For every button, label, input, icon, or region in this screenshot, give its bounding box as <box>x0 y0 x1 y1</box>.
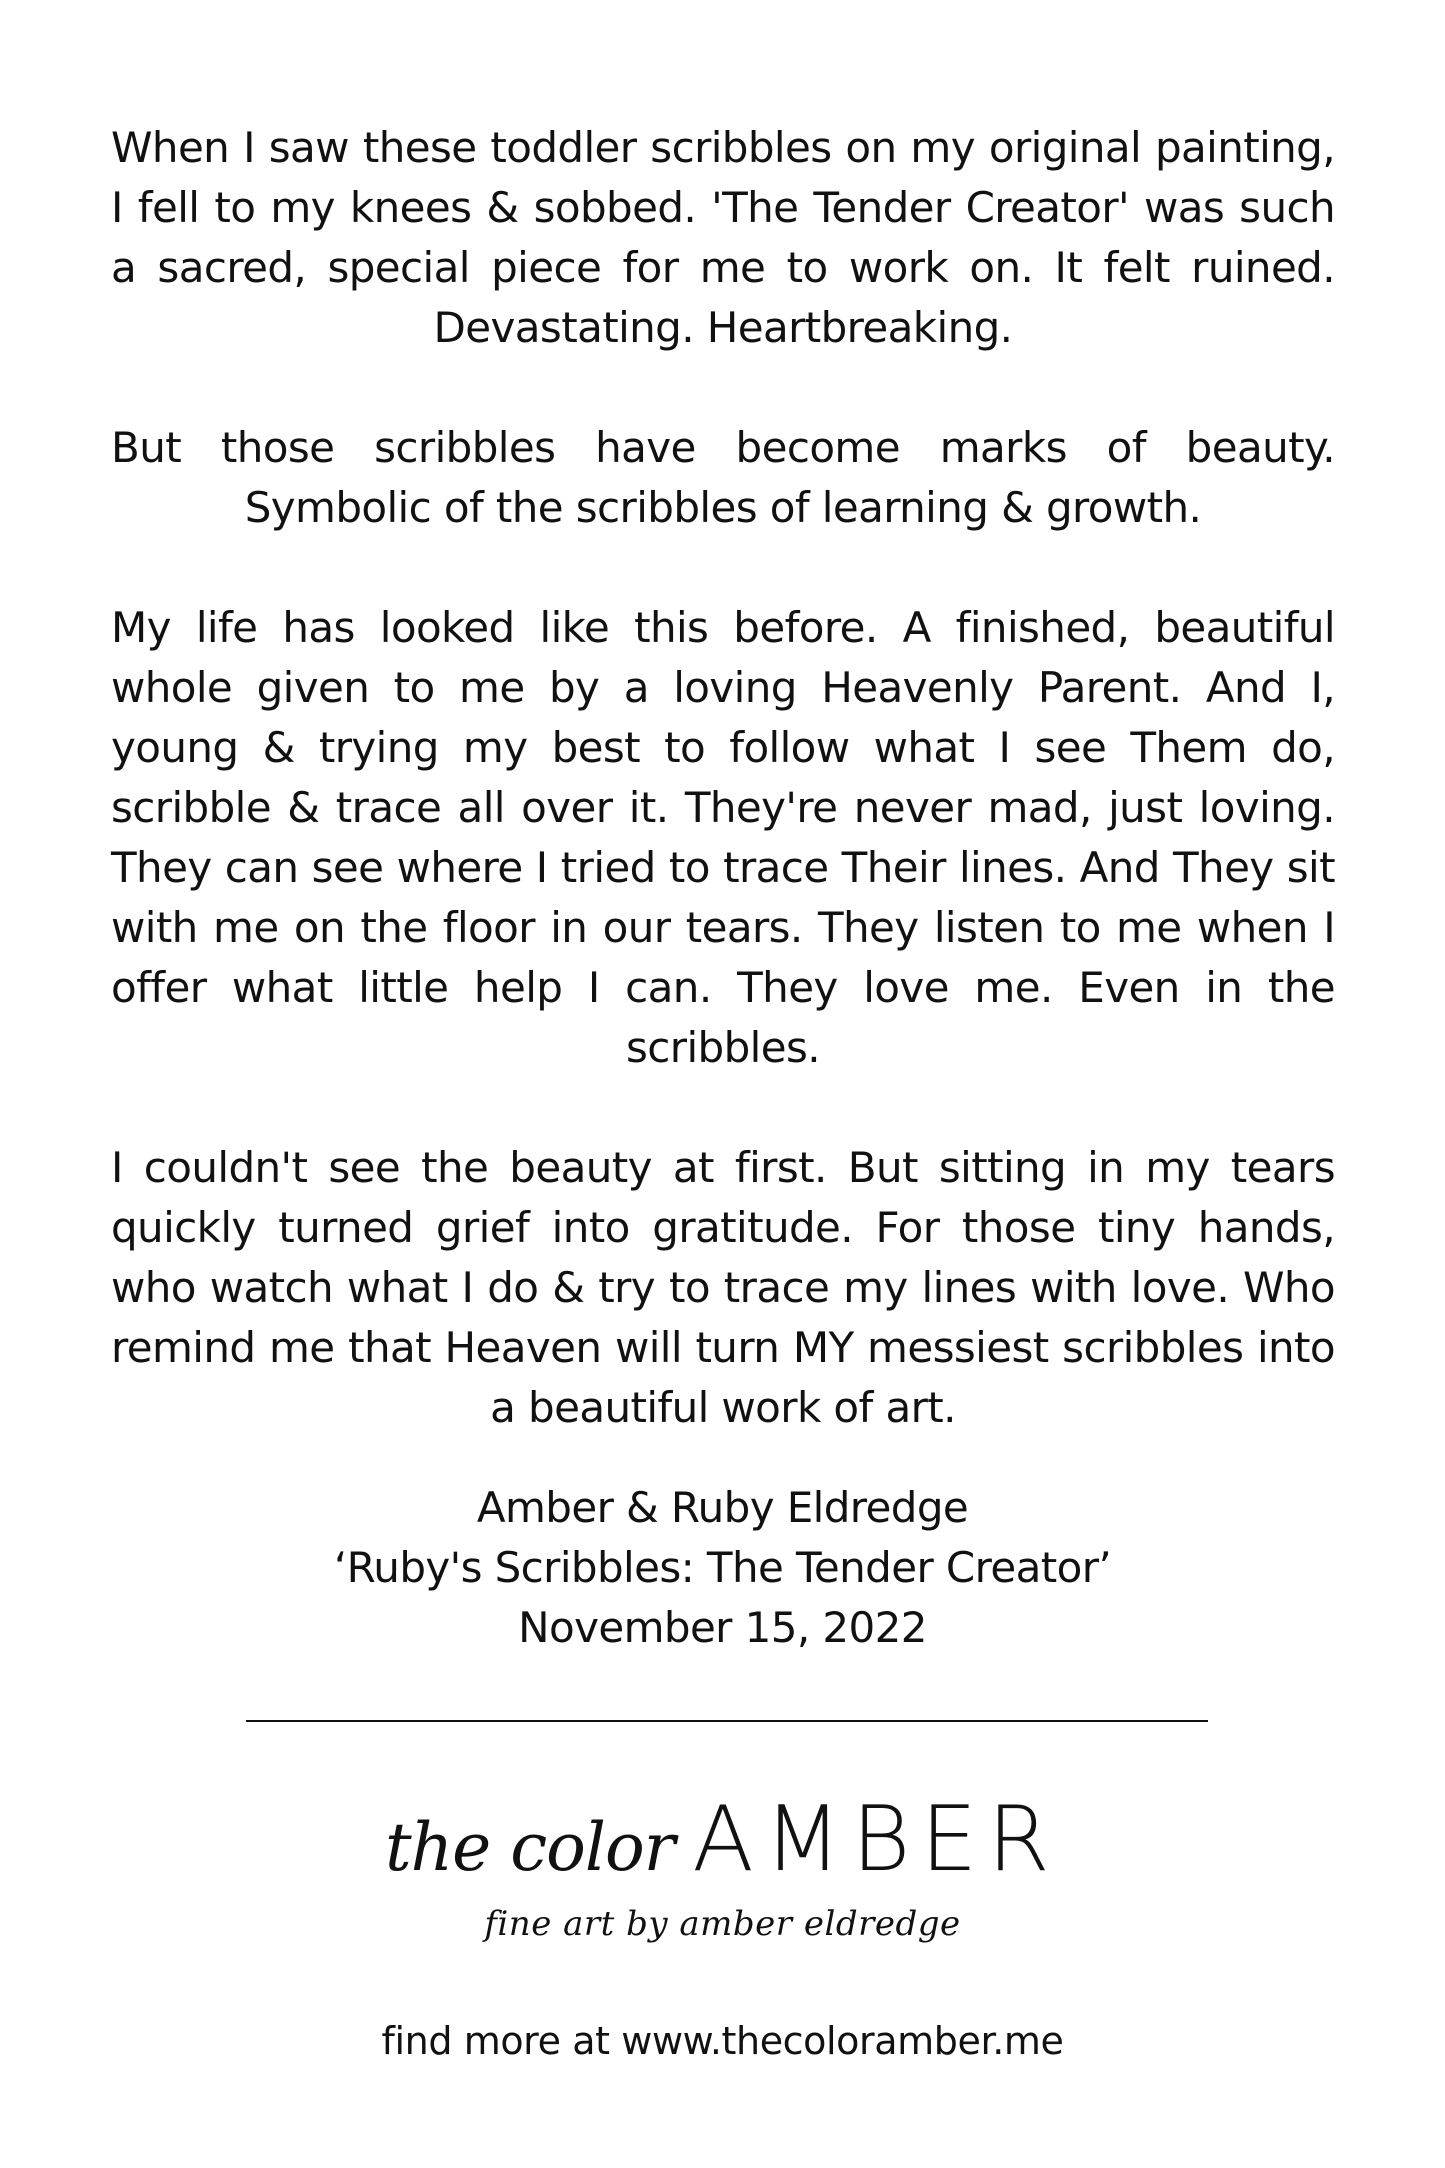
logo-caps-text: AMBER <box>692 1787 1060 1892</box>
story-paragraph-2: But those scribbles have become marks of beauty. Symbolic of the scribbles of learning & growth. <box>111 423 1335 532</box>
logo-tagline: fine art by amber eldredge <box>484 1904 961 1944</box>
author-name: Amber & Ruby Eldredge <box>476 1483 969 1532</box>
divider-line <box>246 1720 1208 1722</box>
logo-script-text: the color <box>385 1809 675 1886</box>
story-text <box>111 118 1335 1498</box>
story-paragraph-3: My life has looked like this before. A finished, beautiful whole given to me by a loving Heavenly Parent. And I, young & trying my best to follow what I see Them do, scribble & trace all over it. They're never mad, just loving. They can see where I tried to trace Their lines. And They sit with me on the floor in our tears. They listen to me when I offer what little help I can. They love me. Even in the scribbles. <box>111 603 1335 1072</box>
logo-wordmark <box>385 1787 1060 1892</box>
story-paragraph-1: When I saw these toddler scribbles on my original painting, I fell to my knees & sobbed. 'The Tender Creator' was such a sacred, special piece for me to work on. It felt ruined. Devastating. Heartbreaking. <box>111 123 1335 352</box>
artwork-title: ‘Ruby's Scribbles: The Tender Creator’ <box>333 1543 1112 1592</box>
signature-block <box>0 1478 1445 1658</box>
signature-date: November 15, 2022 <box>518 1603 927 1652</box>
story-paragraph-4: I couldn't see the beauty at first. But sitting in my tears quickly turned grief into gratitude. For those tiny hands, who watch what I do & try to trace my lines with love. Who remind me that Heaven will turn MY messiest scribbles into a beautiful work of art. <box>111 1143 1335 1432</box>
brand-logo <box>0 1787 1445 1946</box>
footer-website: find more at www.thecoloramber.me <box>381 2019 1064 2063</box>
